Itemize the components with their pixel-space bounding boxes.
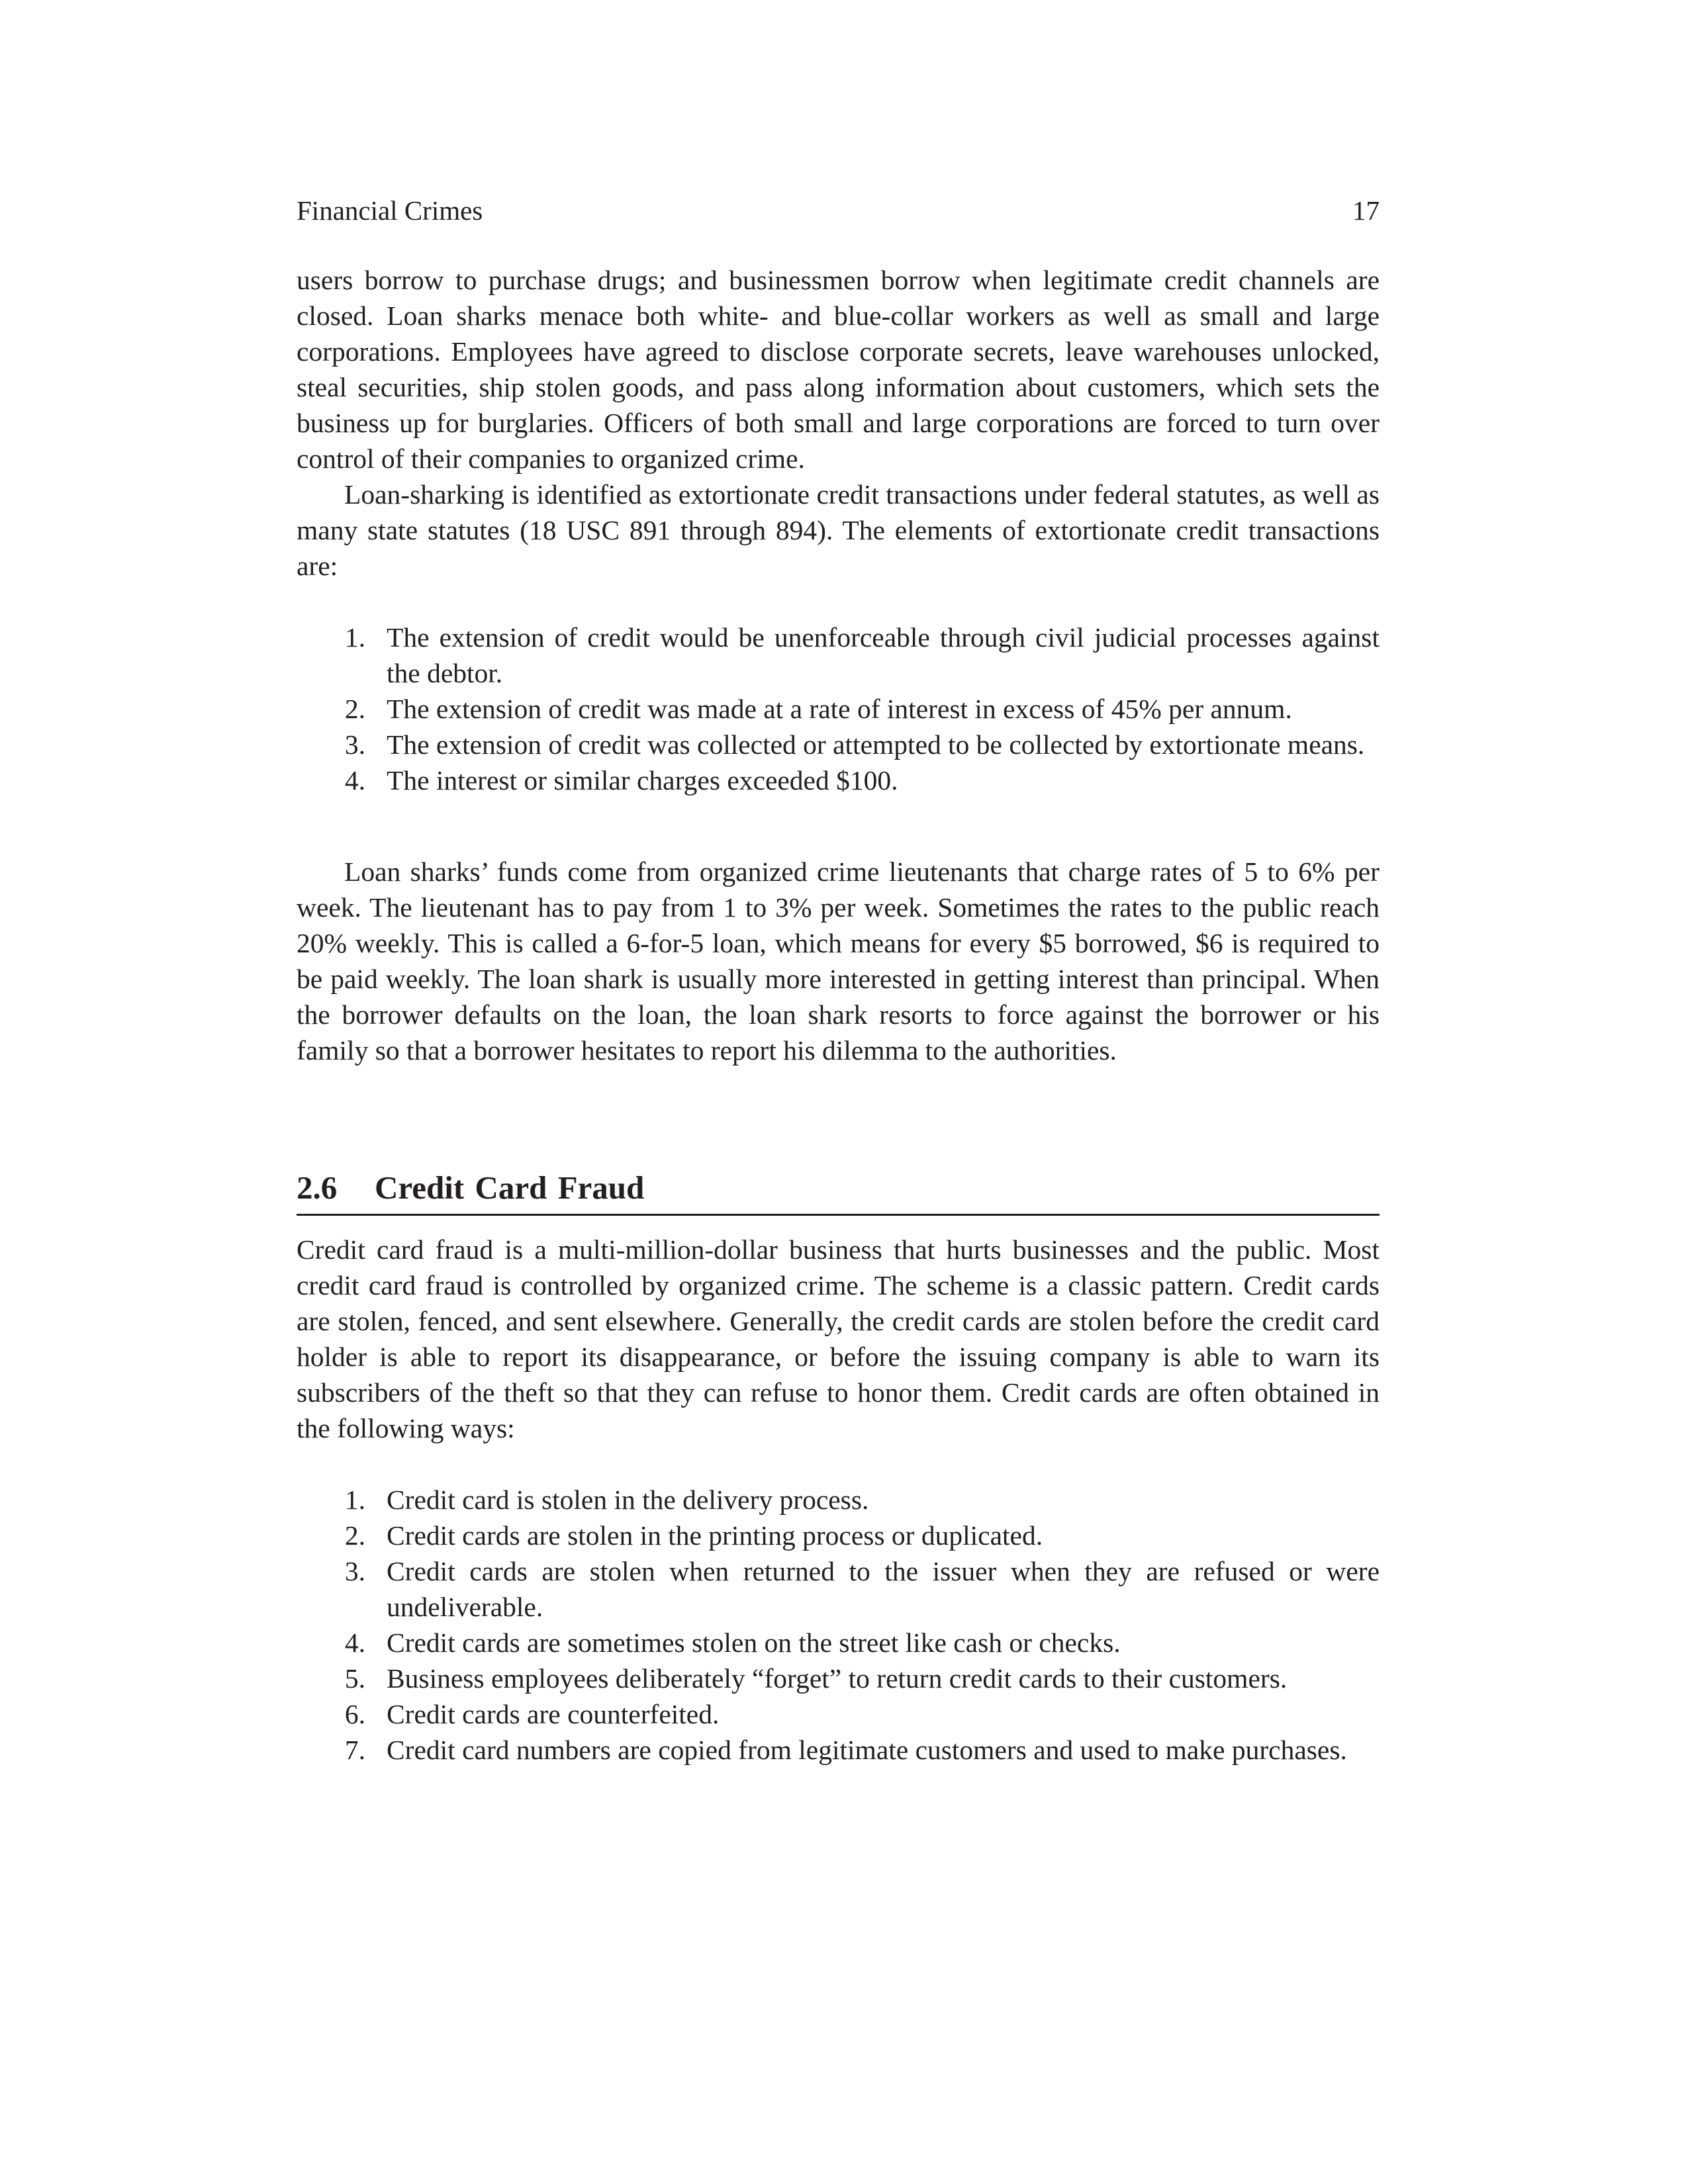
- list-item-text: Credit card numbers are copied from legitimate customers and used to make purchases.: [387, 1735, 1347, 1765]
- extortionate-elements-list: [297, 619, 1380, 798]
- list-item: [297, 1696, 1380, 1732]
- credit-card-fraud-paragraph: Credit card fraud is a multi-million-dollar business that hurts businesses and the public. Most credit card fraud is controlled by organized crime. The scheme is a classic pattern. Credit cards are stolen, fenced, and sent elsewhere. Generally, the credit cards are stolen before the credit card holder is able to report its disappearance, or before the issuing company is able to warn its subscribers of the theft so that they can refuse to honor them. Credit cards are often obtained in the following ways:: [297, 1234, 1380, 1443]
- list-item-number: 4.: [344, 765, 365, 796]
- list-item-text: Credit cards are stolen when returned to the issuer when they are refused or were undeliverable.: [387, 1556, 1380, 1622]
- list-item: [297, 1661, 1380, 1696]
- list-item-number: 2.: [344, 1520, 365, 1551]
- list-item-number: 5.: [344, 1663, 365, 1694]
- list-item-number: 3.: [344, 1556, 365, 1586]
- list-item-text: The interest or similar charges exceeded $100.: [387, 765, 898, 796]
- section-heading: [297, 1167, 1380, 1216]
- list-item-text: Business employees deliberately “forget” to return credit cards to their customers.: [387, 1663, 1288, 1694]
- list-item: [297, 1732, 1380, 1768]
- list-item: [297, 1625, 1380, 1661]
- list-item-number: 2.: [344, 694, 365, 724]
- list-item-text: The extension of credit was collected or attempted to be collected by extortionate means.: [387, 729, 1365, 760]
- list-item: [297, 727, 1380, 762]
- list-item-text: Credit cards are stolen in the printing process or duplicated.: [387, 1520, 1043, 1551]
- list-item-number: 4.: [344, 1627, 365, 1658]
- section-number: 2.6: [297, 1169, 338, 1206]
- loan-sharking-paragraph: Loan-sharking is identified as extortionate credit transactions under federal statutes, as well as many state statutes (18 USC 891 through 894). The elements of extortionate credit transactions are:: [297, 479, 1380, 581]
- list-item-text: The extension of credit was made at a rate of interest in excess of 45% per annum.: [387, 694, 1292, 724]
- list-item: [297, 762, 1380, 798]
- running-header: [297, 192, 1380, 229]
- list-item: [297, 1518, 1380, 1553]
- list-item-number: 6.: [344, 1699, 365, 1729]
- continued-paragraph: users borrow to purchase drugs; and businessmen borrow when legitimate credit channels are closed. Loan sharks menace both white- and blue-collar workers as well as small and large corporations. Employees have agreed to disclose corporate secrets, leave warehouses unlocked, steal securities, ship stolen goods, and pass along information about customers, which sets the business up for burglaries. Officers of both small and large corporations are forced to turn over control of their companies to organized crime.: [297, 265, 1380, 474]
- list-item-number: 3.: [344, 729, 365, 760]
- section-title: Credit Card Fraud: [375, 1169, 645, 1206]
- list-item-text: The extension of credit would be unenforceable through civil judicial processes against the debtor.: [387, 622, 1380, 688]
- book-page: [297, 192, 1380, 1803]
- list-item-text: Credit cards are counterfeited.: [387, 1699, 720, 1729]
- list-item-text: Credit cards are sometimes stolen on the street like cash or checks.: [387, 1627, 1121, 1658]
- loan-shark-funds-paragraph: Loan sharks’ funds come from organized crime lieutenants that charge rates of 5 to 6% per week. The lieutenant has to pay from 1 to 3% per week. Sometimes the rates to the public reach 20% weekly. This is called a 6-for-5 loan, which means for every $5 borrowed, $6 is required to be paid weekly. The loan shark is usually more interested in getting interest than principal. When the borrower defaults on the loan, the loan shark resorts to force against the borrower or his family so that a borrower hesitates to report his dilemma to the authorities.: [297, 856, 1380, 1066]
- list-item: [297, 1553, 1380, 1625]
- list-item: [297, 619, 1380, 691]
- list-item-number: 1.: [344, 622, 365, 653]
- credit-card-ways-list: [297, 1482, 1380, 1768]
- list-item: [297, 1482, 1380, 1518]
- list-item: [297, 691, 1380, 727]
- list-item-number: 7.: [344, 1735, 365, 1765]
- list-item-number: 1.: [344, 1484, 365, 1515]
- page-number: 17: [1352, 195, 1380, 226]
- running-title: Financial Crimes: [297, 195, 483, 226]
- list-item-text: Credit card is stolen in the delivery process.: [387, 1484, 869, 1515]
